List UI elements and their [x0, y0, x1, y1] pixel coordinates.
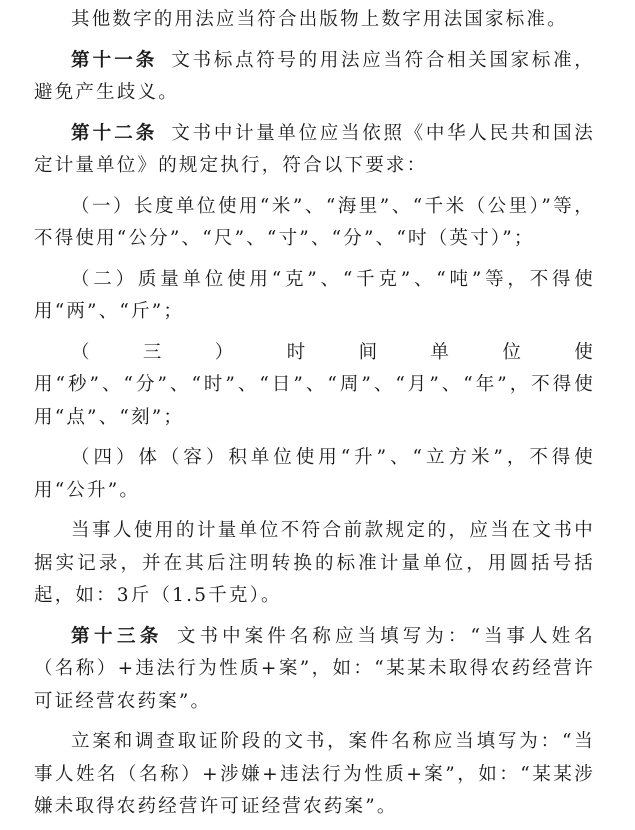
- article-11: [34, 45, 595, 110]
- item-mass-units: [34, 264, 595, 329]
- paragraph-case-name-filing: [34, 726, 595, 824]
- paragraph-text: 文书中计量单位应当依照《中华人民共和国法定计量单位》的规定执行，符合以下要求：: [34, 122, 595, 176]
- paragraph-text: 立案和调查取证阶段的文书，案件名称应当填写为：“当事人姓名（名称）+涉嫌+违法行为性质+案”，如：“某某涉嫌未取得农药经营许可证经营农药案”。: [34, 731, 595, 817]
- paragraph-text: 文书标点符号的用法应当符合相关国家标准，避免产生歧义。: [34, 49, 595, 103]
- article-12: [34, 118, 595, 183]
- paragraph-text: （一）长度单位使用“米”、“海里”、“千米（公里）”等，不得使用“公分”、“尺”、“寸”、“分”、“吋（英寸）”；: [34, 195, 595, 249]
- article-number: 第十三条: [71, 625, 163, 647]
- paragraph-text: （二）质量单位使用“克”、“千克”、“吨”等，不得使用“两”、“斤”；: [34, 268, 595, 322]
- article-number: 第十一条: [71, 49, 158, 71]
- article-number: 第十二条: [71, 122, 158, 144]
- paragraph-text: （四）体（容）积单位使用“升”、“立方米”，不得使用“公升”。: [34, 447, 595, 501]
- paragraph-text: 文书中案件名称应当填写为：“当事人姓名（名称）+违法行为性质+案”，如：“某某未取得农药经营许可证经营农药案”。: [34, 625, 595, 712]
- article-13: [34, 621, 595, 719]
- paragraph-text: 其他数字的用法应当符合出版物上数字用法国家标准。: [71, 9, 568, 30]
- paragraph-text: 当事人使用的计量单位不符合前款规定的，应当在文书中据实记录，并在其后注明转换的标准计量单位，用圆括号括起，如：3斤（1.5千克）。: [34, 520, 595, 606]
- paragraph-number-usage: [34, 4, 595, 37]
- item-length-units: [34, 191, 595, 256]
- item-volume-units: [34, 442, 595, 507]
- paragraph-text: （三）时间单位使用“秒”、“分”、“时”、“日”、“周”、“月”、“年”，不得使用“点”、“刻”；: [34, 341, 595, 428]
- item-time-units: [34, 337, 595, 435]
- paragraph-unit-conversion: [34, 515, 595, 613]
